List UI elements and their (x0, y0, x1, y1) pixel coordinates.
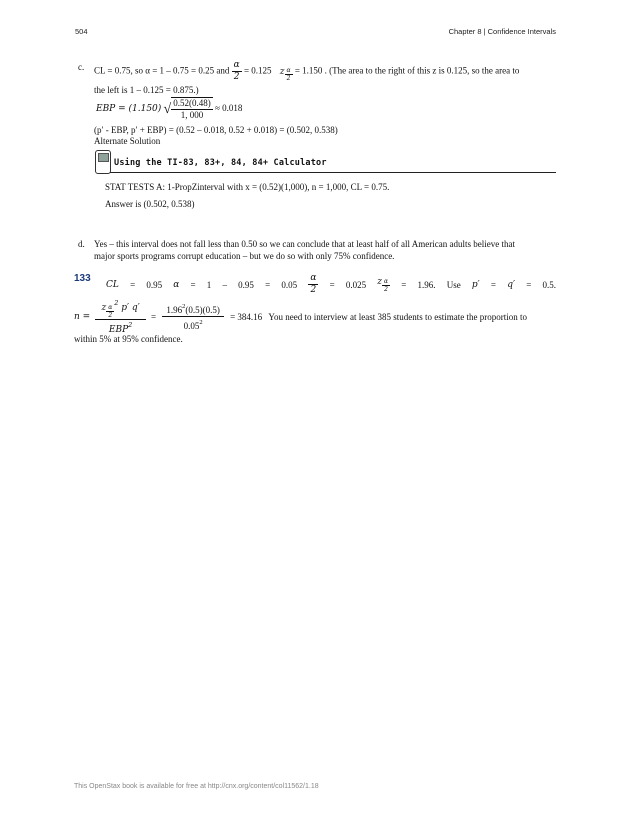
part-d-text (94, 238, 556, 262)
part-c-label: c. (78, 62, 85, 72)
ebp-lhs: EBP = (1.150) (96, 104, 162, 115)
calculator-title: Using the TI-83, 83+, 84, 84+ Calculator (114, 158, 327, 168)
calculator-step: STAT TESTS A: 1-PropZinterval with x = (0.52)(1,000), n = 1,000, CL = 0.75. (105, 182, 390, 192)
ebp-numerator: 0.52(0.48) (173, 98, 211, 108)
ebp-fraction (171, 97, 213, 121)
n-label: n = (74, 311, 91, 322)
token-cl: CL (106, 279, 119, 290)
calculator-title-rule (110, 172, 556, 173)
token-minus: – (222, 279, 227, 290)
conclusion-line2: within 5% at 95% confidence. (74, 334, 183, 344)
z-alpha-symbol: z $_{\frac{\alpha}{2}}$ (279, 66, 291, 83)
part-c-line2: the left is 1 – 0.125 = 0.875.) (94, 85, 199, 95)
part-d-line1: Yes – this interval does not fall less than 0.50 so we can conclude that at least half of all American adults believe that (94, 239, 515, 249)
part-c-line1-tail: . (The area to the right of this z is 0.125, so the area to (324, 65, 520, 76)
part-c-line1 (94, 60, 556, 83)
calculator-answer: Answer is (0.502, 0.538) (105, 199, 195, 209)
token-eq: = (526, 279, 532, 290)
calculator-icon (95, 150, 111, 174)
confidence-interval-line: (p′ - EBP, p′ + EBP) = (0.52 – 0.018, 0.52 + 0.018) = (0.502, 0.538) (94, 125, 338, 135)
token-eq: = (265, 279, 271, 290)
sample-size-fraction: z $_{\frac{\alpha}{2}}$ $^2$ p′ q′ EBP$^2$ (95, 298, 145, 336)
page-number: 504 (75, 27, 88, 36)
token-eq: = (401, 279, 407, 290)
token-0025: 0.025 (345, 279, 367, 290)
sample-size-result: = 384.16 (230, 311, 263, 322)
alternate-solution-label: Alternate Solution (94, 136, 161, 146)
chapter-title: Chapter 8 | Confidence Intervals (448, 27, 556, 36)
token-095: 0.95 (146, 279, 163, 290)
token-005: 0.05 (281, 279, 298, 290)
token-use: Use (446, 279, 461, 290)
part-d-label: d. (78, 239, 85, 249)
token-196: 1.96. (417, 279, 436, 290)
z-value: = 1.150 (294, 65, 323, 76)
alpha-over-2-fraction: $\frac{\alpha}{2}$ (233, 60, 240, 82)
token-alpha: α (173, 279, 180, 290)
conclusion-line1: You need to interview at least 385 students to estimate the proportion to (268, 311, 527, 322)
sample-size-formula: n = z $_{\frac{\alpha}{2}}$ $^2$ p′ q′ EBP$^2$ = $\frac{1.96^2(0.5)(0.5)}{0.05^2}$ = 384.16 You need to interview at least 385 students to estimate the proportion to (74, 299, 527, 335)
token-eq: = (490, 279, 496, 290)
part-d-line2: major sports programs corrupt education – but we do so with only 75% confidence. (94, 251, 395, 261)
token-q-prime: q′ (507, 279, 515, 290)
token-05: 0.5. (542, 279, 556, 290)
ebp-formula (96, 97, 242, 121)
footer-text: This OpenStax book is available for free at http://cnx.org/content/col11562/1.18 (74, 783, 319, 790)
token-eq: = (329, 279, 335, 290)
token-eq: = (190, 279, 196, 290)
token-eq: = (130, 279, 136, 290)
ebp-result: ≈ 0.018 (214, 103, 243, 114)
z-alpha-symbol: z $_{\frac{\alpha}{2}}$ (377, 277, 389, 293)
part-c-line1-text: CL = 0.75, so α = 1 – 0.75 = 0.25 and (94, 65, 230, 76)
token-p-prime: p′ (471, 279, 480, 290)
token-095b: 0.95 (238, 279, 254, 290)
ebp-denominator: 1, 000 (180, 110, 204, 120)
alpha-over-2-fraction: $\frac{\alpha}{2}$ (310, 273, 317, 295)
sample-size-calculation: $\frac{1.96^2(0.5)(0.5)}{0.05^2}$ (162, 301, 224, 332)
token-1: 1 (206, 279, 212, 290)
sqrt-sign: √ (163, 102, 172, 118)
problem-133-line (106, 273, 556, 296)
alpha-over-2-value: = 0.125 (243, 65, 272, 76)
problem-number: 133 (74, 273, 91, 284)
